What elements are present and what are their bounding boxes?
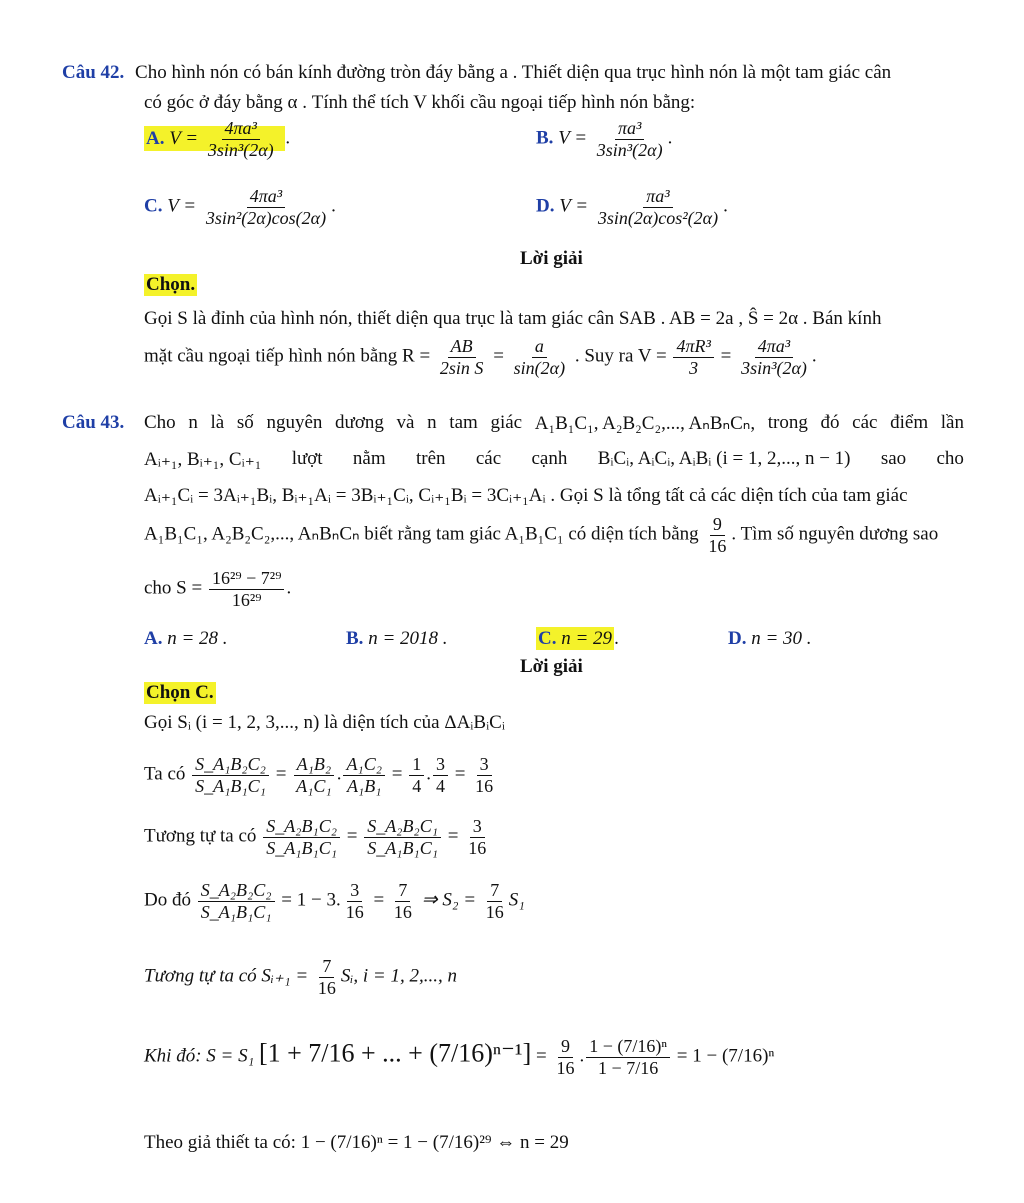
q43-s3-f2-num: S_A₂B₂C₁	[364, 816, 441, 838]
q43-s2-f5-den: 4	[435, 775, 445, 796]
q43-line2-words-0: Aᵢ₊₁, Bᵢ₊₁, Cᵢ₊₁	[144, 449, 262, 470]
q42-option-c	[144, 186, 336, 228]
q42-sol2-f3-num: 4πR³	[673, 336, 713, 358]
q43-s2-f1-num: S_A₁B₂C₂	[192, 754, 269, 776]
q42-sol2-f3-den: 3	[689, 357, 699, 378]
q42-option-a-den: 3sin³(2α)	[207, 139, 274, 160]
q43-s3-f3-den: 16	[468, 837, 487, 858]
q43-sol-line7: Theo giả thiết ta có: 1 − (7/16)ⁿ = 1 − (7/16)²⁹ ⇔ n = 29	[144, 1132, 569, 1153]
q43-s4-eq: =	[373, 889, 385, 911]
q43-line2-words-7: sao	[880, 448, 907, 469]
q43-s2-f3-den: A₁B₁	[346, 775, 382, 796]
q43-option-b-text: n = 2018 .	[368, 628, 448, 649]
q43-s4-f2-num: 3	[347, 880, 362, 902]
q43-option-a	[144, 628, 228, 650]
q43-s4-end: S₁	[508, 889, 525, 911]
q43-stem-line2	[144, 448, 964, 471]
q43-s2-eq2: =	[391, 763, 403, 785]
q43-line1-words-13: các	[852, 412, 878, 433]
q43-option-d-label: D.	[728, 628, 747, 649]
q43-line1-words-8: tam	[449, 412, 478, 433]
q43-line2-words-1: lượt	[291, 448, 323, 469]
q43-s3-pre: Tương tự ta có	[144, 825, 257, 847]
q42-option-a-num: 4πa³	[222, 118, 260, 140]
q42-option-c-den: 3sin²(2α)cos(2α)	[205, 207, 327, 228]
q42-line1	[62, 62, 891, 84]
q43-option-b	[346, 628, 448, 650]
q43-line1-words-12: đó	[820, 412, 840, 433]
q42-option-c-end: .	[331, 195, 336, 217]
q43-s6-bracket: [1 + 7/16 + ... + (7/16)ⁿ⁻¹]	[258, 1038, 532, 1068]
q42-solution-line2	[144, 336, 817, 378]
q42-option-d-num: πa³	[643, 186, 672, 208]
q43-line2-words-5: cạnh	[531, 448, 568, 469]
q43-s3-eq1: =	[346, 825, 358, 847]
q43-s5-pre: Tương tự ta có Sᵢ₊₁ =	[144, 965, 309, 987]
q42-option-c-label: C.	[144, 195, 163, 217]
q43-option-c-label: C.	[538, 628, 557, 649]
q43-s2-f6-den: 16	[475, 775, 494, 796]
q42-stem-line1: Cho hình nón có bán kính đường tròn đáy bằng a . Thiết diện qua trục hình nón là một tam giác cân	[135, 62, 892, 83]
q42-sol2-f2-num: a	[532, 336, 547, 358]
q43-s2-f4-den: 4	[412, 775, 422, 796]
q42-stem-line2: có góc ở đáy bằng α . Tính thể tích V khối cầu ngoại tiếp hình nón bằng:	[144, 92, 696, 113]
q43-sol-line6	[144, 1036, 774, 1078]
q43-s3-f1-den: S_A₁B₁C₁	[266, 837, 337, 858]
q43-s6-dot: .	[579, 1045, 585, 1067]
q43-line5-end: .	[286, 577, 292, 599]
q43-option-d-text: n = 30 .	[751, 628, 812, 649]
q43-s4-f4-num: 7	[487, 880, 502, 902]
q43-line1-words-2: là	[210, 412, 225, 433]
q43-s2-dot2: .	[426, 763, 431, 785]
q43-s3-eq2: =	[447, 825, 459, 847]
q42-option-b-label: B.	[536, 127, 554, 149]
q43-line1-words-6: và	[396, 412, 415, 433]
q42-option-b-lhs: V =	[558, 127, 588, 149]
q43-s6-f2-den: 1 − 7/16	[598, 1057, 659, 1078]
q43-s4-mid: = 1 − 3.	[281, 889, 341, 911]
q43-s6-f1-den: 16	[556, 1057, 575, 1078]
q43-s2-f4-num: 1	[409, 754, 424, 776]
q43-s6-end: = 1 − (7/16)ⁿ	[676, 1045, 775, 1067]
q42-label: Câu 42.	[62, 62, 125, 83]
q42-option-a-label: A.	[146, 127, 165, 149]
q43-line1-words-5: dương	[335, 412, 384, 433]
q43-s6-eq: =	[536, 1045, 547, 1067]
q43-s4-f4-den: 16	[485, 901, 504, 922]
q43-option-b-label: B.	[346, 628, 364, 649]
q43-chon: Chọn C.	[146, 682, 214, 703]
q43-line1-words-14: điểm	[890, 412, 929, 433]
q43-stem-line4	[144, 514, 938, 556]
q43-s6-f1-num: 9	[558, 1036, 573, 1058]
q42-sol2-end: .	[811, 345, 817, 367]
q43-s4-mid2: ⇒ S₂ =	[421, 889, 477, 911]
q43-line1-words-1: n	[188, 412, 198, 433]
q43-s2-f5-num: 3	[433, 754, 448, 776]
q42-chon: Chọn.	[146, 274, 196, 295]
q42-sol2-f2-den: sin(2α)	[513, 357, 566, 378]
q42-sol2-f1-den: 2sin S	[439, 357, 484, 378]
q43-s4-f2-den: 16	[345, 901, 364, 922]
q43-line1-words-9: giác	[490, 412, 523, 433]
q43-s5-num: 7	[319, 956, 334, 978]
q42-option-b-num: πa³	[615, 118, 644, 140]
q43-s4-f1-num: S_A₂B₂C₂	[198, 880, 275, 902]
q42-option-d-lhs: V =	[559, 195, 589, 217]
q43-line2-words-4: các	[475, 448, 502, 469]
q42-option-d-end: .	[723, 195, 728, 217]
q43-s4-f3-den: 16	[393, 901, 412, 922]
q43-s4-f1-den: S_A₁B₁C₁	[200, 901, 272, 922]
q43-option-a-label: A.	[144, 628, 163, 649]
q43-s3-f1-num: S_A₂B₁C₂	[263, 816, 340, 838]
q42-sol2-f1-num: AB	[448, 336, 476, 358]
q43-stem-line5	[144, 568, 291, 610]
q42-option-b-den: 3sin³(2α)	[596, 139, 663, 160]
q43-line1-words-0: Cho	[144, 412, 176, 433]
q42-sol2-mid: . Suy ra V =	[574, 345, 667, 367]
q43-sol-line1: Gọi Sᵢ (i = 1, 2, 3,..., n) là diện tích của ΔAᵢBᵢCᵢ	[144, 712, 505, 733]
q43-label-wrap	[62, 412, 124, 434]
q43-s2-f1-den: S_A₁B₁C₁	[195, 775, 266, 796]
q43-line4-num: 9	[710, 514, 725, 536]
q42-option-c-lhs: V =	[167, 195, 197, 217]
q43-sol-line4	[144, 880, 525, 922]
q42-option-b-end: .	[667, 127, 673, 149]
q43-line5-num: 16²⁹ − 7²⁹	[209, 568, 285, 590]
q42-sol2-f4-den: 3sin³(2α)	[741, 357, 807, 378]
q43-s6-pre: Khi đó: S = S₁	[144, 1045, 255, 1067]
q43-line1-words-7: n	[427, 412, 437, 433]
q43-s5-end: Sᵢ, i = 1, 2,..., n	[340, 965, 457, 987]
q42-option-d	[536, 186, 728, 228]
q43-label: Câu 43.	[62, 412, 125, 433]
q43-option-d	[728, 628, 812, 650]
q42-solution-line1: Gọi S là đỉnh của hình nón, thiết diện qua trục là tam giác cân SAB . AB = 2a , Ŝ = 2α . Bán kính	[144, 308, 882, 329]
q43-line1-words-11: trong	[767, 412, 808, 433]
q42-option-d-den: 3sin(2α)cos²(2α)	[597, 207, 719, 228]
q43-s3-f2-den: S_A₁B₁C₁	[367, 837, 438, 858]
q43-line4-pre: A₁B₁C₁, A₂B₂C₂,..., AₙBₙCₙ biết rằng tam giác A₁B₁C₁ có diện tích bằng	[144, 523, 699, 545]
q43-s2-eq1: =	[275, 763, 287, 785]
q43-line5-pre: cho S =	[144, 577, 203, 599]
q42-option-a-lhs: V =	[169, 127, 199, 149]
q43-line2-words-3: trên	[415, 448, 446, 469]
q43-line1-words-3: số	[236, 412, 254, 433]
q43-line4-end: . Tìm số nguyên dương sao	[731, 523, 939, 545]
q43-line1-words-10: A₁B₁C₁, A₂B₂C₂,..., AₙBₙCₙ,	[534, 413, 756, 434]
q43-stem-line3: Aᵢ₊₁Cᵢ = 3Aᵢ₊₁Bᵢ, Bᵢ₊₁Aᵢ = 3Bᵢ₊₁Cᵢ, Cᵢ₊₁Bᵢ = 3Cᵢ₊₁Aᵢ . Gọi S là tổng tất cả các diện tích của tam giác	[144, 485, 908, 506]
q43-s2-f2-num: A₁B₂	[294, 754, 335, 776]
q43-line4-den: 16	[708, 535, 727, 556]
q43-option-a-text: n = 28 .	[167, 628, 228, 649]
q43-s4-pre: Do đó	[144, 889, 191, 911]
q43-sol-line3	[144, 816, 491, 858]
q43-option-c-end: .	[614, 628, 619, 649]
q43-s2-pre: Ta có	[144, 763, 186, 785]
q42-option-c-num: 4πa³	[247, 186, 285, 208]
q43-line2-words-8: cho	[936, 448, 964, 469]
q43-s2-f2-den: A₁C₁	[296, 775, 332, 796]
q42-sol2-f4-num: 4πa³	[755, 336, 793, 358]
q42-option-b	[536, 118, 672, 160]
q43-s2-f3-num: A₁C₂	[343, 754, 385, 776]
q42-solution-title: Lời giải	[520, 248, 583, 269]
q43-line5-den: 16²⁹	[231, 589, 262, 610]
q43-line1-words-15: lần	[940, 412, 964, 433]
q43-s2-eq3: =	[454, 763, 466, 785]
q43-s2-dot: .	[336, 763, 342, 785]
q43-option-c-text: n = 29	[561, 628, 613, 649]
q43-option-c	[536, 628, 619, 650]
q42-option-d-label: D.	[536, 195, 555, 217]
q42-sol2-eq2: =	[720, 345, 732, 367]
q43-line1-words-4: nguyên	[266, 412, 323, 433]
q43-s2-f6-num: 3	[477, 754, 492, 776]
q42-sol2-eq: =	[493, 345, 504, 367]
q43-line2-words-2: nằm	[352, 448, 386, 469]
q42-option-a-end: .	[285, 127, 291, 149]
q42-option-a	[144, 118, 290, 160]
q43-s5-den: 16	[317, 977, 336, 998]
q43-stem-line1	[144, 412, 964, 435]
q43-solution-title: Lời giải	[520, 656, 583, 677]
q42-sol2-pre: mặt cầu ngoại tiếp hình nón bằng R =	[144, 345, 431, 367]
q43-sol-line5	[144, 956, 457, 998]
q43-sol-line2	[144, 754, 498, 796]
q43-s6-f2-num: 1 − (7/16)ⁿ	[586, 1036, 670, 1058]
q43-s3-f3-num: 3	[470, 816, 485, 838]
q43-line2-words-6: BᵢCᵢ, AᵢCᵢ, AᵢBᵢ (i = 1, 2,..., n − 1)	[597, 448, 851, 469]
q43-s4-f3-num: 7	[395, 880, 410, 902]
